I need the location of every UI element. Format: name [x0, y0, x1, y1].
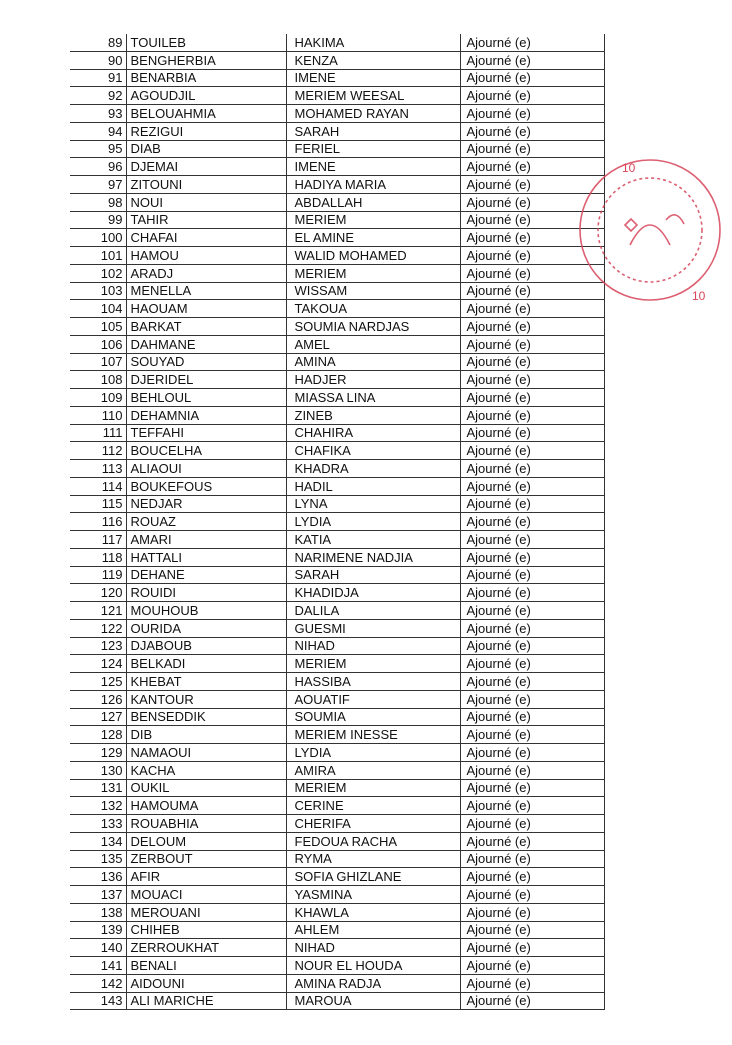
row-result: Ajourné (e) — [460, 282, 604, 300]
row-result: Ajourné (e) — [460, 584, 604, 602]
row-number: 132 — [70, 797, 126, 815]
row-first-name: MOHAMED RAYAN — [286, 105, 460, 123]
stamp-numeral-bottom: 10 — [692, 289, 706, 303]
row-first-name: CHAHIRA — [286, 424, 460, 442]
row-first-name: CHAFIKA — [286, 442, 460, 460]
row-result: Ajourné (e) — [460, 903, 604, 921]
row-last-name: KANTOUR — [126, 690, 286, 708]
row-number: 90 — [70, 51, 126, 69]
row-last-name: DAHMANE — [126, 335, 286, 353]
table-row — [70, 921, 604, 939]
row-last-name: BELOUAHMIA — [126, 105, 286, 123]
row-result: Ajourné (e) — [460, 406, 604, 424]
row-last-name: CHAFAI — [126, 229, 286, 247]
row-last-name: ALI MARICHE — [126, 992, 286, 1010]
table-row — [70, 850, 604, 868]
row-result: Ajourné (e) — [460, 637, 604, 655]
table-row — [70, 974, 604, 992]
table-row — [70, 264, 604, 282]
row-number: 107 — [70, 353, 126, 371]
row-result: Ajourné (e) — [460, 673, 604, 691]
row-result: Ajourné (e) — [460, 424, 604, 442]
row-number: 92 — [70, 87, 126, 105]
row-result: Ajourné (e) — [460, 460, 604, 478]
row-last-name: DIB — [126, 726, 286, 744]
row-first-name: MIASSA LINA — [286, 389, 460, 407]
row-number: 128 — [70, 726, 126, 744]
table-row — [70, 158, 604, 176]
table-row — [70, 193, 604, 211]
stamp-numeral-top: 10 — [622, 161, 636, 175]
table-row — [70, 637, 604, 655]
row-first-name: FEDOUA RACHA — [286, 832, 460, 850]
official-seal-stamp — [570, 150, 730, 310]
row-first-name: KHADRA — [286, 460, 460, 478]
row-last-name: ROUIDI — [126, 584, 286, 602]
row-first-name: CERINE — [286, 797, 460, 815]
row-last-name: HAMOUMA — [126, 797, 286, 815]
row-first-name: NIHAD — [286, 939, 460, 957]
row-number: 111 — [70, 424, 126, 442]
row-result: Ajourné (e) — [460, 797, 604, 815]
table-row — [70, 619, 604, 637]
row-number: 130 — [70, 761, 126, 779]
row-first-name: WALID MOHAMED — [286, 247, 460, 265]
row-number: 113 — [70, 460, 126, 478]
row-number: 95 — [70, 140, 126, 158]
row-last-name: AIDOUNI — [126, 974, 286, 992]
row-number: 139 — [70, 921, 126, 939]
row-result: Ajourné (e) — [460, 921, 604, 939]
row-number: 99 — [70, 211, 126, 229]
row-last-name: HAOUAM — [126, 300, 286, 318]
row-last-name: BARKAT — [126, 318, 286, 336]
table-row — [70, 318, 604, 336]
stamp-crescent — [666, 215, 684, 224]
row-number: 131 — [70, 779, 126, 797]
row-number: 120 — [70, 584, 126, 602]
table-row — [70, 566, 604, 584]
table-row — [70, 477, 604, 495]
row-result: Ajourné (e) — [460, 974, 604, 992]
row-first-name: SARAH — [286, 566, 460, 584]
row-result: Ajourné (e) — [460, 105, 604, 123]
row-last-name: BENALI — [126, 957, 286, 975]
row-number: 137 — [70, 886, 126, 904]
table-row — [70, 886, 604, 904]
row-first-name: HAKIMA — [286, 34, 460, 51]
row-result: Ajourné (e) — [460, 690, 604, 708]
row-number: 105 — [70, 318, 126, 336]
row-result: Ajourné (e) — [460, 122, 604, 140]
row-number: 126 — [70, 690, 126, 708]
row-result: Ajourné (e) — [460, 815, 604, 833]
row-last-name: TEFFAHI — [126, 424, 286, 442]
row-last-name: ROUAZ — [126, 513, 286, 531]
row-first-name: KENZA — [286, 51, 460, 69]
table-row — [70, 939, 604, 957]
row-result: Ajourné (e) — [460, 264, 604, 282]
row-first-name: WISSAM — [286, 282, 460, 300]
row-last-name: DEHAMNIA — [126, 406, 286, 424]
table-row — [70, 353, 604, 371]
row-result: Ajourné (e) — [460, 992, 604, 1010]
row-last-name: ZERBOUT — [126, 850, 286, 868]
row-number: 91 — [70, 69, 126, 87]
row-result: Ajourné (e) — [460, 602, 604, 620]
row-number: 98 — [70, 193, 126, 211]
row-number: 135 — [70, 850, 126, 868]
row-first-name: SOUMIA — [286, 708, 460, 726]
row-number: 101 — [70, 247, 126, 265]
row-first-name: SOFIA GHIZLANE — [286, 868, 460, 886]
row-first-name: FERIEL — [286, 140, 460, 158]
table-row — [70, 140, 604, 158]
row-first-name: MERIEM — [286, 211, 460, 229]
table-row — [70, 531, 604, 549]
table-row — [70, 424, 604, 442]
row-last-name: DJERIDEL — [126, 371, 286, 389]
row-first-name: SARAH — [286, 122, 460, 140]
table-row — [70, 903, 604, 921]
table-row — [70, 708, 604, 726]
stamp-star — [625, 219, 637, 231]
table-row — [70, 815, 604, 833]
row-last-name: BENGHERBIA — [126, 51, 286, 69]
row-first-name: NOUR EL HOUDA — [286, 957, 460, 975]
row-number: 133 — [70, 815, 126, 833]
row-last-name: ALIAOUI — [126, 460, 286, 478]
row-first-name: DALILA — [286, 602, 460, 620]
row-last-name: DIAB — [126, 140, 286, 158]
row-last-name: DELOUM — [126, 832, 286, 850]
row-last-name: ZERROUKHAT — [126, 939, 286, 957]
row-result: Ajourné (e) — [460, 726, 604, 744]
row-result: Ajourné (e) — [460, 158, 604, 176]
row-number: 94 — [70, 122, 126, 140]
table-row — [70, 868, 604, 886]
row-last-name: BENARBIA — [126, 69, 286, 87]
row-last-name: ROUABHIA — [126, 815, 286, 833]
row-number: 115 — [70, 495, 126, 513]
row-result: Ajourné (e) — [460, 335, 604, 353]
row-number: 129 — [70, 744, 126, 762]
row-first-name: RYMA — [286, 850, 460, 868]
row-number: 127 — [70, 708, 126, 726]
row-number: 134 — [70, 832, 126, 850]
table-row — [70, 87, 604, 105]
row-last-name: DEHANE — [126, 566, 286, 584]
table-row — [70, 761, 604, 779]
row-result: Ajourné (e) — [460, 744, 604, 762]
table-row — [70, 176, 604, 194]
results-table — [70, 34, 605, 1010]
table-row — [70, 69, 604, 87]
row-result: Ajourné (e) — [460, 176, 604, 194]
row-result: Ajourné (e) — [460, 229, 604, 247]
table-row — [70, 247, 604, 265]
row-first-name: AMINA RADJA — [286, 974, 460, 992]
row-result: Ajourné (e) — [460, 442, 604, 460]
row-number: 112 — [70, 442, 126, 460]
row-result: Ajourné (e) — [460, 655, 604, 673]
row-first-name: AMEL — [286, 335, 460, 353]
row-last-name: BENSEDDIK — [126, 708, 286, 726]
table-row — [70, 548, 604, 566]
row-first-name: NIHAD — [286, 637, 460, 655]
table-row — [70, 371, 604, 389]
row-number: 142 — [70, 974, 126, 992]
row-result: Ajourné (e) — [460, 69, 604, 87]
row-number: 138 — [70, 903, 126, 921]
table-row — [70, 655, 604, 673]
table-row — [70, 832, 604, 850]
row-first-name: HASSIBA — [286, 673, 460, 691]
row-last-name: AMARI — [126, 531, 286, 549]
table-row — [70, 335, 604, 353]
row-first-name: LYDIA — [286, 744, 460, 762]
row-first-name: HADIL — [286, 477, 460, 495]
row-result: Ajourné (e) — [460, 619, 604, 637]
table-row — [70, 744, 604, 762]
table-row — [70, 779, 604, 797]
row-number: 110 — [70, 406, 126, 424]
table-row — [70, 300, 604, 318]
row-last-name: MOUHOUB — [126, 602, 286, 620]
table-row — [70, 442, 604, 460]
table-row — [70, 992, 604, 1010]
row-number: 141 — [70, 957, 126, 975]
row-last-name: MEROUANI — [126, 903, 286, 921]
row-last-name: HAMOU — [126, 247, 286, 265]
row-last-name: DJABOUB — [126, 637, 286, 655]
row-number: 140 — [70, 939, 126, 957]
row-result: Ajourné (e) — [460, 247, 604, 265]
row-result: Ajourné (e) — [460, 211, 604, 229]
row-last-name: BOUCELHA — [126, 442, 286, 460]
row-number: 106 — [70, 335, 126, 353]
table-row — [70, 406, 604, 424]
row-last-name: NOUI — [126, 193, 286, 211]
row-last-name: MENELLA — [126, 282, 286, 300]
row-first-name: TAKOUA — [286, 300, 460, 318]
row-first-name: KHADIDJA — [286, 584, 460, 602]
table-row — [70, 673, 604, 691]
row-last-name: BEHLOUL — [126, 389, 286, 407]
row-last-name: CHIHEB — [126, 921, 286, 939]
table-row — [70, 229, 604, 247]
results-table-body — [70, 34, 604, 1010]
row-first-name: MERIEM WEESAL — [286, 87, 460, 105]
row-result: Ajourné (e) — [460, 939, 604, 957]
row-last-name: NEDJAR — [126, 495, 286, 513]
row-last-name: MOUACI — [126, 886, 286, 904]
row-last-name: BOUKEFOUS — [126, 477, 286, 495]
row-result: Ajourné (e) — [460, 566, 604, 584]
row-result: Ajourné (e) — [460, 353, 604, 371]
row-result: Ajourné (e) — [460, 761, 604, 779]
row-result: Ajourné (e) — [460, 868, 604, 886]
table-row — [70, 513, 604, 531]
table-row — [70, 797, 604, 815]
row-result: Ajourné (e) — [460, 531, 604, 549]
row-first-name: ABDALLAH — [286, 193, 460, 211]
row-first-name: MERIEM — [286, 779, 460, 797]
row-result: Ajourné (e) — [460, 51, 604, 69]
row-first-name: CHERIFA — [286, 815, 460, 833]
row-last-name: REZIGUI — [126, 122, 286, 140]
row-last-name: AFIR — [126, 868, 286, 886]
row-first-name: AMIRA — [286, 761, 460, 779]
row-number: 118 — [70, 548, 126, 566]
row-last-name: KHEBAT — [126, 673, 286, 691]
row-number: 96 — [70, 158, 126, 176]
row-result: Ajourné (e) — [460, 318, 604, 336]
row-result: Ajourné (e) — [460, 477, 604, 495]
row-first-name: MERIEM — [286, 264, 460, 282]
row-number: 116 — [70, 513, 126, 531]
table-row — [70, 460, 604, 478]
row-last-name: TOUILEB — [126, 34, 286, 51]
row-first-name: LYNA — [286, 495, 460, 513]
row-first-name: HADIYA MARIA — [286, 176, 460, 194]
row-last-name: OUKIL — [126, 779, 286, 797]
stamp-outer-ring — [580, 160, 720, 300]
row-result: Ajourné (e) — [460, 886, 604, 904]
row-number: 89 — [70, 34, 126, 51]
row-result: Ajourné (e) — [460, 300, 604, 318]
row-last-name: NAMAOUI — [126, 744, 286, 762]
row-result: Ajourné (e) — [460, 779, 604, 797]
row-result: Ajourné (e) — [460, 548, 604, 566]
row-last-name: ARADJ — [126, 264, 286, 282]
table-row — [70, 726, 604, 744]
row-last-name: HATTALI — [126, 548, 286, 566]
row-last-name: TAHIR — [126, 211, 286, 229]
row-number: 124 — [70, 655, 126, 673]
row-first-name: NARIMENE NADJIA — [286, 548, 460, 566]
row-first-name: MERIEM INESSE — [286, 726, 460, 744]
row-number: 103 — [70, 282, 126, 300]
row-last-name: BELKADI — [126, 655, 286, 673]
table-row — [70, 957, 604, 975]
row-result: Ajourné (e) — [460, 495, 604, 513]
row-number: 114 — [70, 477, 126, 495]
row-result: Ajourné (e) — [460, 193, 604, 211]
table-row — [70, 584, 604, 602]
row-first-name: HADJER — [286, 371, 460, 389]
row-first-name: IMENE — [286, 158, 460, 176]
row-result: Ajourné (e) — [460, 371, 604, 389]
row-first-name: ZINEB — [286, 406, 460, 424]
row-first-name: KHAWLA — [286, 903, 460, 921]
row-last-name: DJEMAI — [126, 158, 286, 176]
table-row — [70, 495, 604, 513]
row-result: Ajourné (e) — [460, 34, 604, 51]
row-result: Ajourné (e) — [460, 708, 604, 726]
row-number: 122 — [70, 619, 126, 637]
stamp-inner-ring — [598, 178, 702, 282]
row-first-name: AHLEM — [286, 921, 460, 939]
row-number: 136 — [70, 868, 126, 886]
row-number: 108 — [70, 371, 126, 389]
row-first-name: MERIEM — [286, 655, 460, 673]
row-result: Ajourné (e) — [460, 513, 604, 531]
row-number: 104 — [70, 300, 126, 318]
row-first-name: YASMINA — [286, 886, 460, 904]
row-last-name: ZITOUNI — [126, 176, 286, 194]
table-row — [70, 211, 604, 229]
row-result: Ajourné (e) — [460, 832, 604, 850]
row-first-name: AOUATIF — [286, 690, 460, 708]
row-number: 102 — [70, 264, 126, 282]
row-number: 143 — [70, 992, 126, 1010]
row-number: 123 — [70, 637, 126, 655]
row-first-name: IMENE — [286, 69, 460, 87]
row-number: 100 — [70, 229, 126, 247]
table-row — [70, 34, 604, 51]
row-number: 125 — [70, 673, 126, 691]
table-row — [70, 602, 604, 620]
row-first-name: GUESMI — [286, 619, 460, 637]
row-result: Ajourné (e) — [460, 957, 604, 975]
row-number: 109 — [70, 389, 126, 407]
table-row — [70, 389, 604, 407]
row-last-name: SOUYAD — [126, 353, 286, 371]
row-first-name: MAROUA — [286, 992, 460, 1010]
row-number: 93 — [70, 105, 126, 123]
row-number: 119 — [70, 566, 126, 584]
row-last-name: KACHA — [126, 761, 286, 779]
row-first-name: SOUMIA NARDJAS — [286, 318, 460, 336]
row-result: Ajourné (e) — [460, 140, 604, 158]
row-first-name: EL AMINE — [286, 229, 460, 247]
table-row — [70, 690, 604, 708]
row-first-name: LYDIA — [286, 513, 460, 531]
table-row — [70, 122, 604, 140]
row-result: Ajourné (e) — [460, 850, 604, 868]
row-result: Ajourné (e) — [460, 389, 604, 407]
row-last-name: AGOUDJIL — [126, 87, 286, 105]
table-row — [70, 282, 604, 300]
table-row — [70, 51, 604, 69]
row-result: Ajourné (e) — [460, 87, 604, 105]
row-last-name: OURIDA — [126, 619, 286, 637]
row-number: 97 — [70, 176, 126, 194]
stamp-emblem — [630, 225, 670, 245]
row-number: 117 — [70, 531, 126, 549]
row-first-name: AMINA — [286, 353, 460, 371]
row-first-name: KATIA — [286, 531, 460, 549]
row-number: 121 — [70, 602, 126, 620]
table-row — [70, 105, 604, 123]
